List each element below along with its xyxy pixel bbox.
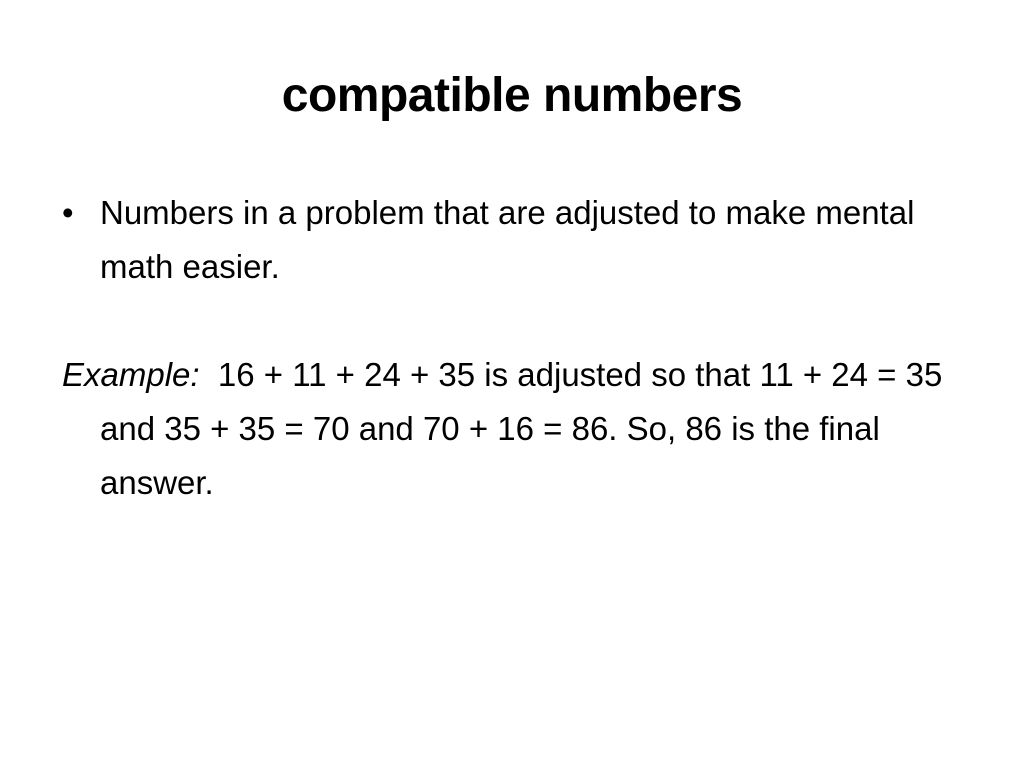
slide-title: compatible numbers bbox=[281, 69, 743, 122]
slide-content bbox=[62, 186, 952, 543]
example-paragraph bbox=[62, 348, 952, 510]
bullet-marker: • bbox=[62, 194, 74, 231]
example-label: Example: bbox=[62, 356, 200, 393]
bullet-text: Numbers in a problem that are adjusted to make mental math easier. bbox=[100, 194, 915, 285]
bullet-item bbox=[62, 186, 952, 294]
example-text: 16 + 11 + 24 + 35 is adjusted so that 11 + 24 = 35 and 35 + 35 = 70 and 70 + 16 = 86. So, 86 is the final answer. bbox=[100, 356, 943, 501]
